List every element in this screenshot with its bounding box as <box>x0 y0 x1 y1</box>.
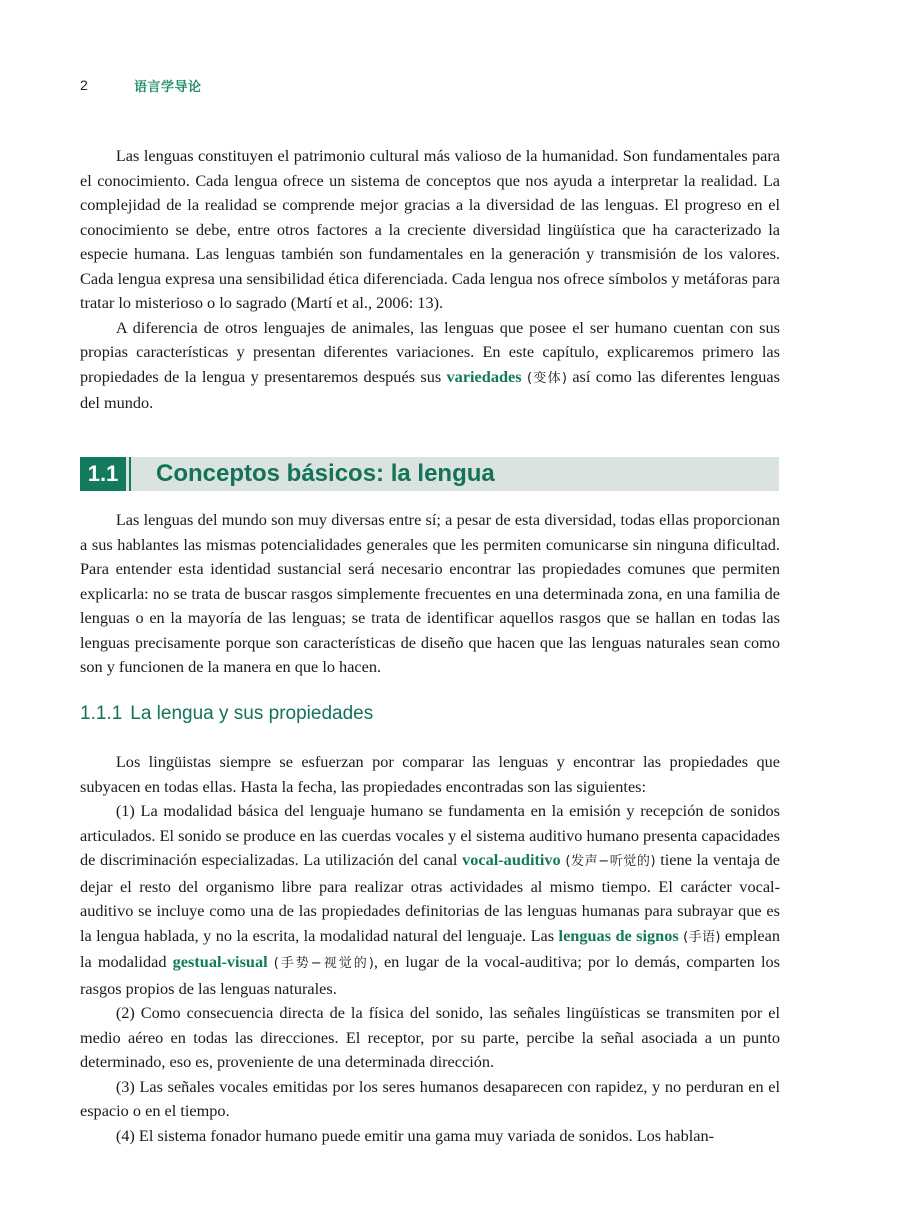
text-run: emplean la modalidad <box>80 925 780 971</box>
page-number: 2 <box>80 77 88 93</box>
section-text <box>80 508 780 680</box>
term-gestual-visual: gestual-visual <box>172 952 268 971</box>
term-variedades: variedades <box>446 366 522 386</box>
property-item-1 <box>80 799 780 1001</box>
section-paragraph-1: Las lenguas del mundo son muy diversas entre sí; a pesar de esta diversidad, todas ellas proporcionan a sus hablantes las mismas potencialidades generales que les permiten comunicarse sin ninguna dificultad. Para entender esta identidad sustancial será necesario encontrar las propiedades comunes que permiten explicarla: no se trata de buscar rasgos simplemente frecuentes en una determinada zona, en una familia de lenguas o en la mayoría de las lenguas; se trata de identificar aquellos rasgos que se hallan en todas las lenguas precisamente porque son características de diseño que hacen que las lenguas naturales sean como son y funcionen de la manera en que lo hacen. <box>80 510 780 676</box>
subsection-heading <box>80 703 373 725</box>
property-item-4: (4) El sistema fonador humano puede emitir una gama muy variada de sonidos. Los hablan- <box>115 1125 715 1145</box>
section-title: Conceptos básicos: la lengua <box>156 460 495 487</box>
subsection-title: La lengua y sus propiedades <box>130 703 374 724</box>
text-run: A diferencia de otros lenguajes de animales, las lenguas que posee el ser humano cuentan con sus propias características y presentan diferentes variaciones. En este capítulo, explicaremos primero las propiedades de la lengua y presentaremos después sus <box>80 317 780 386</box>
chinese-gloss: (变体) <box>526 370 567 386</box>
chinese-gloss: (手势−视觉的) <box>273 956 374 971</box>
subsection-text <box>80 750 780 1148</box>
text-run: (1) La modalidad básica del lenguaje humano se fundamenta en la emisión y recepción de sonidos articulados. El sonido se produce en las cuerdas vocales y el sistema auditivo humano presenta capacidades de discriminación especializadas. La utilización del canal <box>80 801 780 869</box>
property-item-3: (3) Las señales vocales emitidas por los seres humanos desaparecen con rapidez, y no perduran en el espacio o en el tiempo. <box>80 1076 780 1120</box>
page-header <box>80 74 202 96</box>
subsection-number: 1.1.1 <box>80 703 123 724</box>
text-run: , en lugar de la vocal-auditiva; por lo demás, comparten los rasgos propios de las lenguas naturales. <box>80 952 780 998</box>
section-divider <box>129 457 131 491</box>
subsection-intro: Los lingüistas siempre se esfuerzan por comparar las lenguas y encontrar las propiedades que subyacen en todas ellas. Hasta la fecha, las propiedades encontradas son las siguientes: <box>80 752 780 796</box>
term-lenguas-de-signos: lenguas de signos <box>558 925 679 945</box>
intro-paragraph-2 <box>80 316 780 416</box>
running-title: 语言学导论 <box>134 79 202 95</box>
section-number: 1.1 <box>80 457 126 491</box>
intro-paragraph-1: Las lenguas constituyen el patrimonio cultural más valioso de la humanidad. Son fundamentales para el conocimiento. Cada lengua ofrece un sistema de conceptos que nos ayuda a interpretar la realidad. La complejidad de la realidad se comprende mejor gracias a la diversidad de las lenguas. El progreso en el conocimiento se debe, entre otros factores a la creciente diversidad lingüística que ha caracterizado la especie humana. Las lenguas también son fundamentales en la generación y transmisión de los valores. Cada lengua expresa una sensibilidad ética diferenciada. Cada lengua nos ofrece símbolos y metáforas para tratar lo misterioso o lo sagrado (Martí et al., 2006: 13). <box>80 146 780 312</box>
text-run: tiene la ventaja de dejar el resto del organismo libre para realizar otras actividades al mismo tiempo. El carácter vocal-auditivo se incluye como una de las propiedades definitorias de las lenguas humanas para subrayar que es la lengua hablada, y no la escrita, la modalidad natural del lenguaje. Las <box>80 850 781 945</box>
text-run: así como las diferentes lenguas del mundo. <box>80 366 780 412</box>
section-heading-bar <box>80 457 779 491</box>
term-vocal-auditivo: vocal-auditivo <box>462 850 561 869</box>
intro-text <box>80 144 780 416</box>
property-item-2: (2) Como consecuencia directa de la física del sonido, las señales lingüísticas se transmiten por el medio aéreo en todas las direcciones. El receptor, por su parte, percibe la señal asociada a un punto determinado, eso es, proveniente de una determinada dirección. <box>80 1003 780 1071</box>
chinese-gloss: (发声−听觉的) <box>565 854 656 869</box>
chinese-gloss: (手语) <box>683 929 721 945</box>
